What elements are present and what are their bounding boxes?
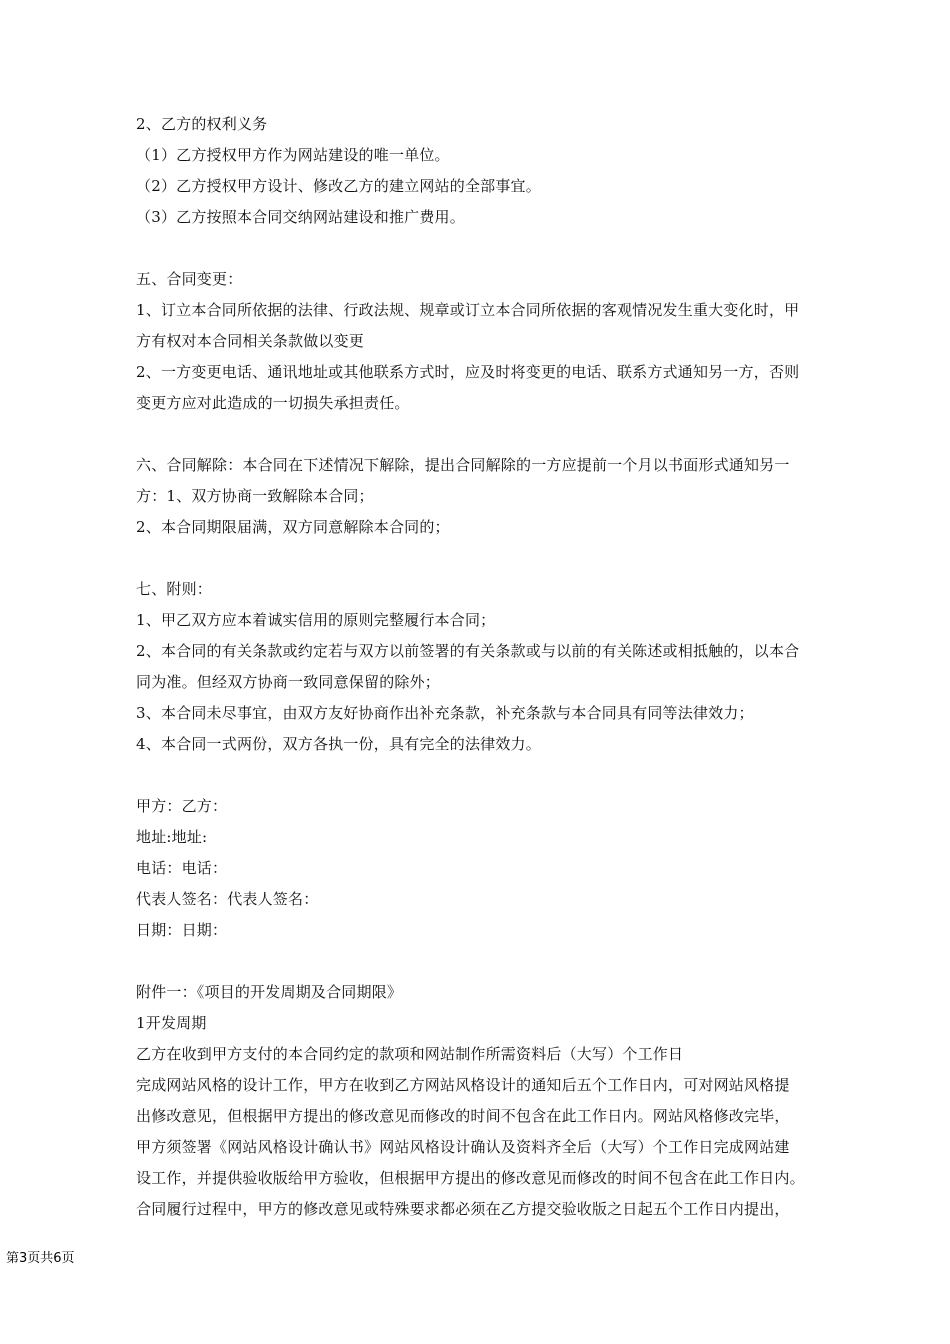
clause-line: 2、本合同的有关条款或约定若与双方以前签署的有关条款或与以前的有关陈述或相抵触的，以本合 <box>136 642 800 660</box>
appendix-paragraph-line: 甲方须签署《网站风格设计确认书》网站风格设计确认及资料齐全后（大写）个工作日完成网站建 <box>136 1138 790 1156</box>
clause-line: 方：1、双方协商一致解除本合同； <box>136 487 374 505</box>
signature-date-line: 日期：日期： <box>136 921 228 939</box>
clause-line: 4、本合同一式两份，双方各执一份，具有完全的法律效力。 <box>136 735 541 753</box>
page-number-footer: 第3页共6页 <box>6 1251 75 1266</box>
clause-line: 同为准。但经双方协商一致同意保留的除外； <box>136 673 441 691</box>
appendix-paragraph-line: 乙方在收到甲方支付的本合同约定的款项和网站制作所需资料后（大写）个工作日 <box>136 1045 684 1063</box>
section-4-clause-2-heading: 2、乙方的权利义务 <box>136 115 268 133</box>
appendix-1-heading: 附件一：《项目的开发周期及合同期限》 <box>136 983 403 1001</box>
clause-line: 1、甲乙双方应本着诚实信用的原则完整履行本合同； <box>136 611 496 629</box>
clause-line: （2）乙方授权甲方设计、修改乙方的建立网站的全部事宜。 <box>136 177 541 195</box>
appendix-paragraph-line: 完成网站风格的设计工作，甲方在收到乙方网站风格设计的通知后五个工作日内，可对网站风格提 <box>136 1076 790 1094</box>
signature-address-line: 地址:地址: <box>136 828 208 846</box>
clause-line: 1、订立本合同所依据的法律、行政法规、规章或订立本合同所依据的客观情况发生重大变化时，甲 <box>136 301 800 319</box>
clause-line: 3、本合同未尽事宜，由双方友好协商作出补充条款，补充条款与本合同具有同等法律效力； <box>136 704 754 722</box>
clause-line: 2、一方变更电话、通讯地址或其他联系方式时，应及时将变更的电话、联系方式通知另一方，否则 <box>136 363 800 381</box>
clause-line: 变更方应对此造成的一切损失承担责任。 <box>136 394 410 412</box>
appendix-paragraph-line: 合同履行过程中，甲方的修改意见或特殊要求都必须在乙方提交验收版之日起五个工作日内提出， <box>136 1200 790 1218</box>
clause-line: 2、本合同期限届满，双方同意解除本合同的； <box>136 518 450 536</box>
appendix-paragraph-line: 设工作，并提供验收版给甲方验收，但根据甲方提出的修改意见而修改的时间不包含在此工作日内。 <box>136 1169 805 1187</box>
clause-line: （3）乙方按照本合同交纳网站建设和推广费用。 <box>136 208 465 226</box>
signature-representative-line: 代表人签名：代表人签名： <box>136 890 319 908</box>
section-5-heading: 五、合同变更： <box>136 270 243 288</box>
appendix-subheading: 1开发周期 <box>136 1014 207 1032</box>
clause-line: 方有权对本合同相关条款做以变更 <box>136 332 365 350</box>
signature-phone-line: 电话：电话： <box>136 859 228 877</box>
appendix-paragraph-line: 出修改意见，但根据甲方提出的修改意见而修改的时间不包含在此工作日内。网站风格修改完毕， <box>136 1107 790 1125</box>
signature-party-line: 甲方：乙方： <box>136 797 228 815</box>
section-7-heading: 七、附则： <box>136 580 213 598</box>
clause-line: （1）乙方授权甲方作为网站建设的唯一单位。 <box>136 146 450 164</box>
section-6-heading: 六、合同解除：本合同在下述情况下解除，提出合同解除的一方应提前一个月以书面形式通知另一 <box>136 456 790 474</box>
